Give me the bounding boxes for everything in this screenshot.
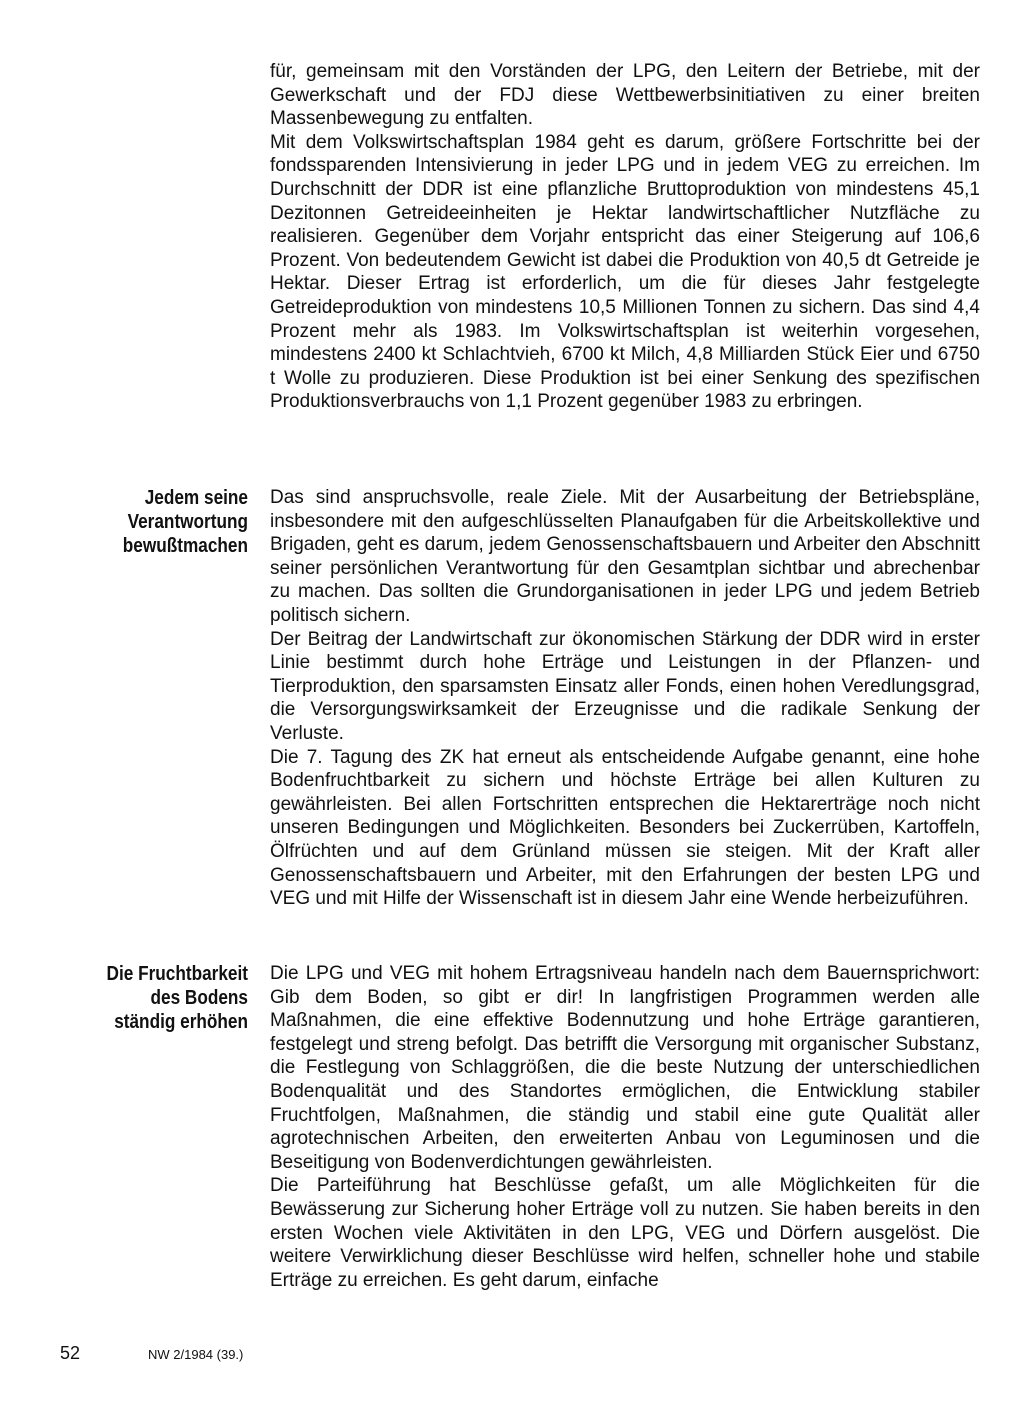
section-text bbox=[270, 962, 980, 1292]
sidenote-line: Jedem seine bbox=[144, 487, 248, 509]
paragraph: Der Beitrag der Landwirtschaft zur ökonomischen Stärkung der DDR wird in erster Linie bestimmt durch hohe Erträge und Leistungen in der Pflanzen- und Tierproduktion, den sparsamsten Einsatz aller Fonds, einen hohen Veredlungsgrad, die Versorgungswirksamkeit der Erzeugnisse und die radikale Senkung der Verluste. bbox=[270, 628, 980, 744]
sidenote-heading bbox=[69, 486, 248, 558]
paragraph: für, gemeinsam mit den Vorständen der LPG, den Leitern der Betriebe, mit der Gewerkschaft und der FDJ diese Wettbewerbsinitiativen zu einer breiten Massenbewegung zu entfalten. bbox=[270, 61, 980, 130]
paragraph: Mit dem Volkswirtschaftsplan 1984 geht es darum, größere Fortschritte bei der fondssparenden Intensivierung in jeder LPG und in jedem VEG zu erreichen. Im Durchschnitt der DDR ist eine pflanzliche Bruttoproduktion von mindestens 45,1 Dezitonnen Getreideeinheiten je Hektar landwirtschaftlicher Nutzfläche zu realisieren. Gegenüber dem Vorjahr entspricht das einer Steigerung auf 106,6 Prozent. Von bedeutendem Gewicht ist dabei die Produktion von 40,5 dt Getreide je Hektar. Dieser Ertrag ist erforderlich, um die für dieses Jahr festgelegte Getreideproduktion von mindestens 10,5 Millionen Tonnen zu sichern. Das sind 4,4 Prozent mehr als 1983. Im Volkswirtschaftsplan ist weiterhin vorgesehen, mindestens 2400 kt Schlachtvieh, 6700 kt Milch, 4,8 Milliarden Stück Eier und 6750 t Wolle zu produzieren. Diese Produktion ist bei einer Senkung des spezifischen Produktionsverbrauchs von 1,1 Prozent gegenüber 1983 zu erbringen. bbox=[270, 131, 980, 413]
issue-reference: NW 2/1984 (39.) bbox=[148, 1347, 244, 1362]
paragraph: Das sind anspruchsvolle, reale Ziele. Mit der Ausarbeitung der Betriebspläne, insbesondere mit den aufgeschlüsselten Planaufgaben für die Arbeitskollektive und Brigaden, geht es darum, jedem Genossenschaftsbauern und Arbeiter den Abschnitt seiner persönlichen Verantwortung für den Gesamtplan sichtbar und abrechenbar zu machen. Das sollten die Grundorganisationen in jeder LPG und jedem Betrieb politisch sichern. bbox=[270, 487, 980, 626]
section-text bbox=[270, 486, 980, 911]
sidenote-line: Die Fruchtbarkeit bbox=[106, 963, 249, 985]
intro-text bbox=[270, 60, 980, 414]
sidenote-line: bewußtmachen bbox=[122, 535, 248, 557]
paragraph: Die Parteiführung hat Beschlüsse gefaßt, um alle Möglichkeiten für die Bewässerung zur Sicherung hoher Erträge voll zu nutzen. Sie haben bereits in den ersten Wochen viele Aktivitäten in den LPG, VEG und Dörfern ausgelöst. Die weitere Verwirklichung dieser Beschlüsse wird helfen, schneller hohe und stabile Erträge zu erreichen. Es geht darum, einfache bbox=[270, 1175, 980, 1291]
sidenote-line: Verantwortung bbox=[127, 511, 248, 533]
page-number: 52 bbox=[60, 1343, 81, 1363]
sidenote-line: des Bodens bbox=[150, 987, 248, 1009]
paragraph: Die LPG und VEG mit hohem Ertragsniveau handeln nach dem Bauernsprichwort: Gib dem Boden, so gibt er dir! In langfristigen Programmen werden alle Maßnahmen, die eine effektive Bodennutzung und hohe Erträge garantieren, festgelegt und streng befolgt. Das betrifft die Versorgung mit organischer Substanz, die Festlegung von Schlaggrößen, die die beste Nutzung der unterschiedlichen Bodenqualität und des Standortes ermöglichen, die Entwicklung stabiler Fruchtfolgen, Maßnahmen, die ständig und stabil eine gute Qualität aller agrotechnischen Arbeiten, den erweiterten Anbau von Leguminosen und die Beseitigung von Bodenverdichtungen gewährleisten. bbox=[270, 963, 980, 1173]
sidenote-line: ständig erhöhen bbox=[114, 1011, 248, 1033]
sidenote-heading bbox=[69, 962, 248, 1034]
paragraph: Die 7. Tagung des ZK hat erneut als entscheidende Aufgabe genannt, eine hohe Bodenfruchtbarkeit zu sichern und höchste Erträge bei allen Kulturen zu gewährleisten. Bei allen Fortschritten entsprechen die Hektarerträge noch nicht unseren Bedingungen und Möglichkeiten. Besonders bei Zuckerrüben, Kartoffeln, Ölfrüchten und auf dem Grünland müssen sie steigen. Mit der Kraft aller Genossenschaftsbauern und Arbeiter, mit den Erfahrungen der besten LPG und VEG und mit Hilfe der Wissenschaft ist in diesem Jahr eine Wende herbeizuführen. bbox=[270, 746, 980, 910]
